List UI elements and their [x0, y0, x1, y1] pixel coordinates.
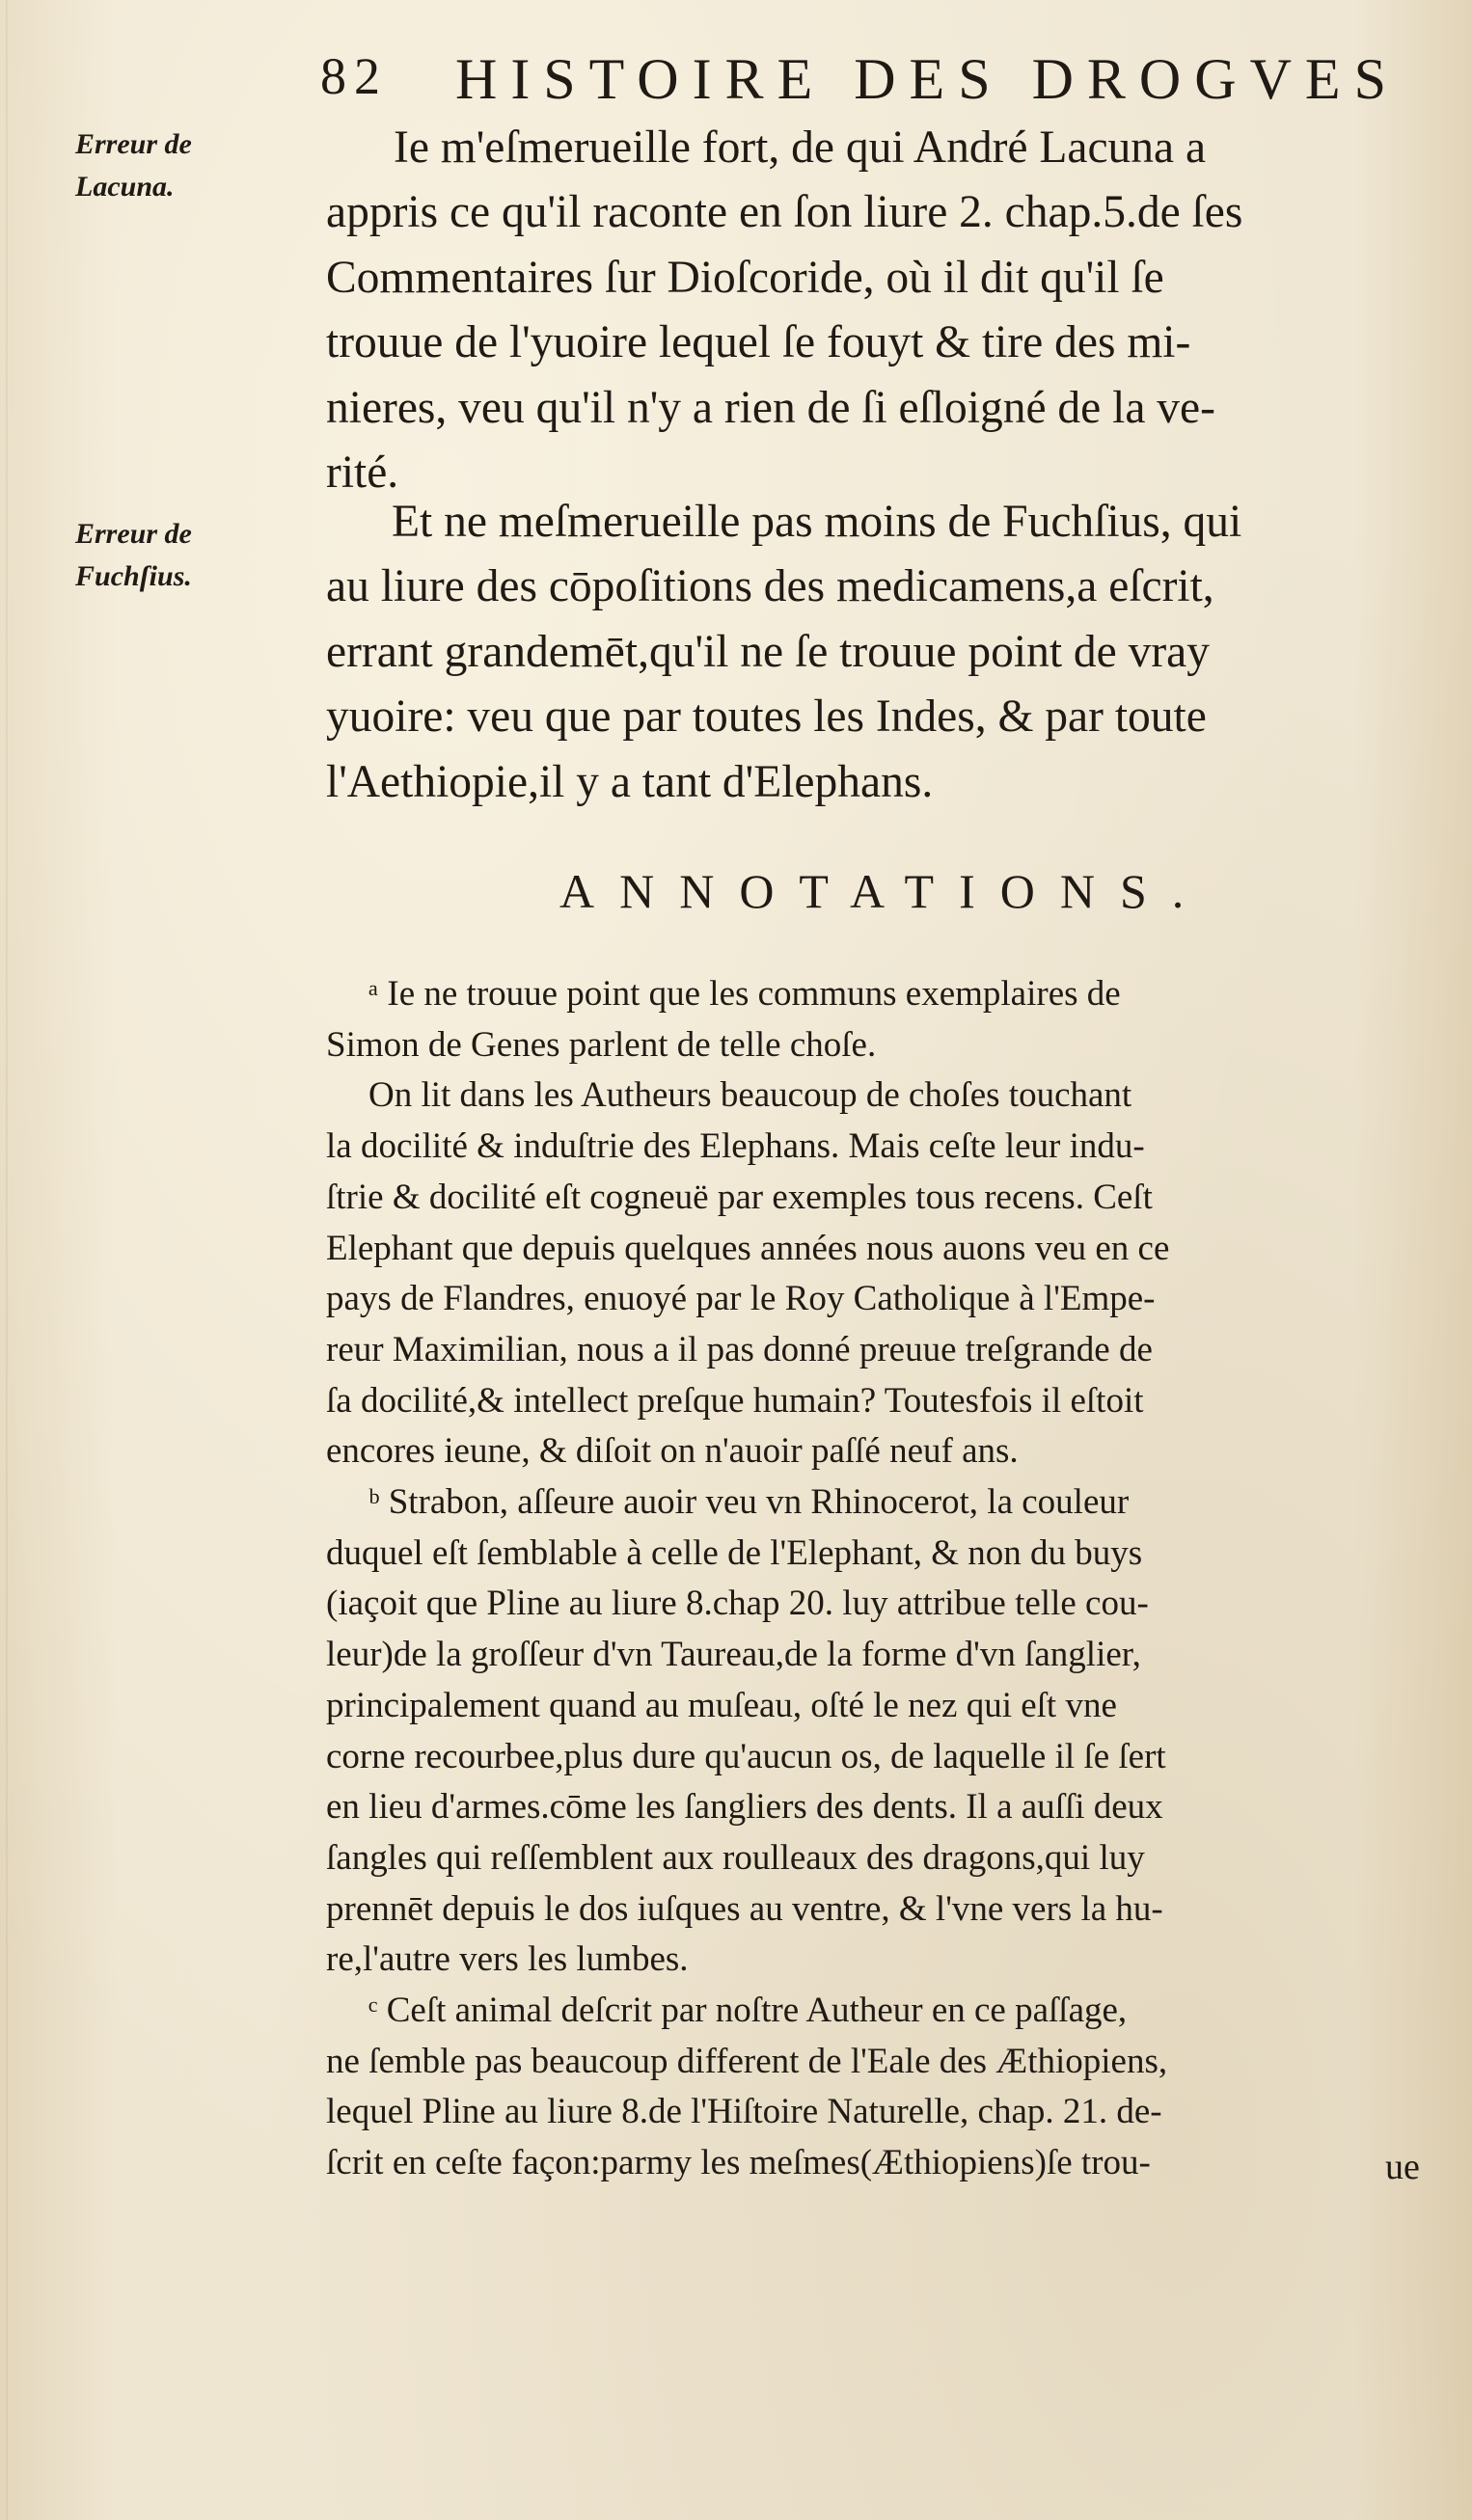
catchword: ue — [1385, 2147, 1420, 2187]
text-line: l'Aethiopie,il y a tant d'Elephans. — [326, 756, 934, 807]
margin-note-line: Erreur de — [75, 518, 192, 550]
paragraph-fuchsius — [326, 490, 1406, 815]
annotation-line: leur)de la groſſeur d'vn Taureau,de la forme d'vn ſanglier, — [326, 1635, 1141, 1675]
annotation-line: On lit dans les Autheurs beaucoup de choſes touchant — [368, 1075, 1132, 1116]
page-edge-shadow — [6, 0, 8, 2520]
text-line: Ie m'eſmerueille fort, de qui André Lacuna a — [394, 122, 1207, 173]
text-line: rité. — [326, 447, 399, 499]
annotation-line: ſtrie & docilité eſt cogneuë par exemples tous recens. Ceſt — [326, 1177, 1153, 1217]
annotation-line: reur Maximilian, nous a il pas donné preuue treſgrande de — [326, 1329, 1153, 1369]
annotation-line: ne ſemble pas beaucoup different de l'Eale des Æthiopiens, — [326, 2041, 1168, 2081]
margin-note-line: Fuchſius. — [75, 560, 192, 592]
page-number: 82 — [320, 47, 388, 105]
section-title-annotations: ANNOTATIONS. — [559, 864, 1210, 918]
annotation-line: principalement quand au muſeau, oſté le nez qui eſt vne — [326, 1685, 1117, 1725]
margin-note-line: Lacuna. — [75, 171, 175, 203]
annotation-line: ᵃ Ie ne trouue point que les communs exemplaires de — [368, 974, 1121, 1014]
annotation-line: ᶜ Ceſt animal deſcrit par noſtre Autheur en ce paſſage, — [368, 1991, 1128, 2031]
annotation-line: (iaçoit que Pline au liure 8.chap 20. luy attribue telle cou- — [326, 1584, 1149, 1624]
annotation-line: corne recourbee,plus dure qu'aucun os, de laquelle il ſe ſert — [326, 1736, 1166, 1776]
annotation-line: re,l'autre vers les lumbes. — [326, 1939, 689, 1980]
annotation-line: encores ieune, & diſoit on n'auoir paſſé neuf ans. — [326, 1431, 1019, 1472]
margin-note-line: Erreur de — [75, 128, 192, 160]
annotation-line: lequel Pline au liure 8.de l'Hiſtoire Naturelle, chap. 21. de- — [326, 2092, 1162, 2132]
running-title: HISTOIRE DES DROGVES — [455, 47, 1400, 111]
annotation-line: Elephant que depuis quelques années nous auons veu en ce — [326, 1228, 1170, 1268]
margin-note-lacuna — [75, 123, 268, 208]
annotation-line: en lieu d'armes.cōme les ſangliers des dents. Il a auſſi deux — [326, 1787, 1163, 1828]
annotation-line: ſa docilité,& intellect preſque humain? Toutesfois il eſtoit — [326, 1380, 1144, 1421]
annotation-line: Simon de Genes parlent de telle choſe. — [326, 1024, 877, 1065]
text-line: errant grandemēt,qu'il ne ſe trouue point de vray — [326, 626, 1210, 677]
text-line: au liure des cōpoſitions des medicamens,a eſcrit, — [326, 561, 1214, 612]
text-line: nieres, veu qu'il n'y a rien de ſi eſloigné de la ve- — [326, 382, 1215, 433]
text-line: yuoire: veu que par toutes les Indes, & par toute — [326, 691, 1207, 743]
text-line: Et ne meſmerueille pas moins de Fuchſius, qui — [392, 497, 1242, 547]
annotation-line: ᵇ Strabon, aſſeure auoir veu vn Rhinocerot, la couleur — [368, 1482, 1130, 1523]
annotation-line: ſcrit en ceſte façon:parmy les meſmes(Æthiopiens)ſe trou- — [326, 2143, 1151, 2183]
paragraph-lacuna — [326, 116, 1406, 505]
annotations-body — [326, 969, 1406, 2189]
annotation-line: prennēt depuis le dos iuſques au ventre, & l'vne vers la hu- — [326, 1888, 1163, 1929]
annotation-line: ſangles qui reſſemblent aux roulleaux des dragons,qui luy — [326, 1837, 1145, 1878]
page-header — [320, 46, 1400, 123]
margin-note-fuchsius — [75, 513, 268, 598]
annotation-line: pays de Flandres, enuoyé par le Roy Catholique à l'Empe- — [326, 1279, 1156, 1319]
text-line: Commentaires ſur Dioſcoride, où il dit qu'il ſe — [326, 252, 1164, 303]
text-line: appris ce qu'il raconte en ſon liure 2. chap.5.de ſes — [326, 187, 1243, 238]
text-line: trouue de l'yuoire lequel ſe fouyt & tire des mi- — [326, 317, 1191, 368]
annotation-line: la docilité & induſtrie des Elephans. Mais ceſte leur indu- — [326, 1126, 1145, 1167]
annotation-line: duquel eſt ſemblable à celle de l'Elephant, & non du buys — [326, 1532, 1143, 1573]
